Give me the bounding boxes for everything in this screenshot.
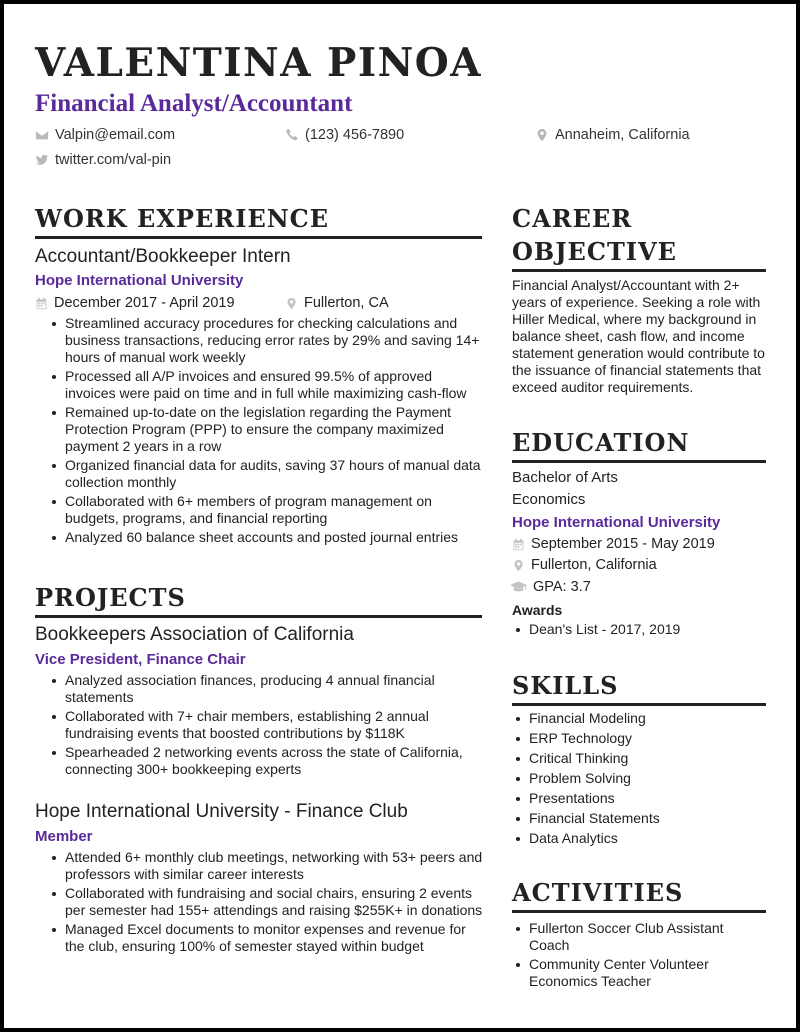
twitter-icon xyxy=(35,153,49,167)
project-role: Vice President, Finance Chair xyxy=(35,651,246,668)
list-item: Remained up-to-date on the legislation regarding the Payment Protection Program (PPP) to ensure the company maximized payment 2 years in a row xyxy=(48,404,484,455)
project-name: Hope International University - Finance Club xyxy=(35,801,408,822)
job-title: Accountant/Bookkeeper Intern xyxy=(35,246,291,267)
list-item: ERP Technology xyxy=(512,730,768,747)
project-bullets xyxy=(48,849,484,957)
section-divider xyxy=(512,460,766,463)
list-item: Dean's List - 2017, 2019 xyxy=(512,621,768,638)
map-pin-icon xyxy=(535,128,549,142)
envelope-icon xyxy=(35,128,49,142)
list-item: Critical Thinking xyxy=(512,750,768,767)
section-heading-objective-line2: OBJECTIVE xyxy=(512,237,677,266)
school-name: Hope International University xyxy=(512,514,721,531)
section-divider xyxy=(35,236,482,239)
phone-icon xyxy=(285,128,299,142)
section-heading-projects: PROJECTS xyxy=(35,583,186,612)
section-heading-work: WORK EXPERIENCE xyxy=(35,204,330,233)
section-heading-education: EDUCATION xyxy=(512,428,690,457)
section-heading-skills: SKILLS xyxy=(512,671,619,700)
education-location xyxy=(512,557,657,573)
list-item: Community Center Volunteer Economics Teacher xyxy=(512,956,752,990)
objective-text: Financial Analyst/Accountant with 2+ years of experience. Seeking a role with Hiller Medical, where my background in balance sheet, cash flow, and income statement generation would contribute to the issuance of financial statements that exceed auditor requirements. xyxy=(512,277,765,395)
education-location-text: Fullerton, California xyxy=(531,557,657,573)
contact-phone[interactable] xyxy=(285,127,404,143)
contact-email[interactable] xyxy=(35,127,175,143)
job-bullets xyxy=(48,315,484,548)
section-divider xyxy=(35,615,482,618)
awards-label: Awards xyxy=(512,602,563,618)
activities-list xyxy=(512,920,752,992)
list-item: Processed all A/P invoices and ensured 99.5% of approved invoices were paid on time and in full while maximizing cash-flow xyxy=(48,368,484,402)
candidate-title: Financial Analyst/Accountant xyxy=(35,90,353,117)
location-text: Annaheim, California xyxy=(555,127,690,143)
list-item: Problem Solving xyxy=(512,770,768,787)
list-item: Analyzed association finances, producing 4 annual financial statements xyxy=(48,672,484,706)
list-item: Attended 6+ monthly club meetings, networking with 53+ peers and professors with similar career interests xyxy=(48,849,484,883)
list-item: Managed Excel documents to monitor expenses and revenue for the club, ensuring 100% of semester stayed within budget xyxy=(48,921,484,955)
list-item: Data Analytics xyxy=(512,830,768,847)
phone-text: (123) 456-7890 xyxy=(305,127,405,143)
section-heading-activities: ACTIVITIES xyxy=(512,878,684,907)
list-item: Presentations xyxy=(512,790,768,807)
education-gpa xyxy=(510,579,591,595)
job-location xyxy=(285,295,389,311)
education-dates-text: September 2015 - May 2019 xyxy=(531,536,715,552)
degree: Bachelor of Arts xyxy=(512,469,618,486)
gpa-text: GPA: 3.7 xyxy=(533,579,591,595)
contact-twitter[interactable] xyxy=(35,152,171,168)
education-dates xyxy=(512,536,715,552)
field-of-study: Economics xyxy=(512,491,586,508)
calendar-icon xyxy=(35,297,48,310)
job-location-text: Fullerton, CA xyxy=(304,295,389,311)
section-divider xyxy=(512,910,766,913)
list-item: Analyzed 60 balance sheet accounts and posted journal entries xyxy=(48,529,484,546)
candidate-name: VALENTINA PINOA xyxy=(35,40,482,86)
map-pin-icon xyxy=(285,297,298,310)
list-item: Fullerton Soccer Club Assistant Coach xyxy=(512,920,752,954)
list-item: Collaborated with 7+ chair members, establishing 2 annual fundraising events that boosted contributions by $118K xyxy=(48,708,484,742)
list-item: Collaborated with 6+ members of program management on budgets, programs, and financial reporting xyxy=(48,493,484,527)
job-organization: Hope International University xyxy=(35,272,244,289)
graduation-cap-icon xyxy=(510,580,527,594)
contact-location xyxy=(535,127,690,143)
project-name: Bookkeepers Association of California xyxy=(35,624,354,645)
calendar-icon xyxy=(512,538,525,551)
list-item: Streamlined accuracy procedures for checking calculations and business transactions, reducing error rates by 29% and saving 14+ hours of manual work weekly xyxy=(48,315,484,366)
list-item: Collaborated with fundraising and social chairs, ensuring 2 events per semester had 155+ attendings and raising $255K+ in donations xyxy=(48,885,484,919)
job-dates xyxy=(35,295,235,311)
resume-page xyxy=(4,4,796,1028)
twitter-text: twitter.com/val-pin xyxy=(55,152,172,168)
list-item: Financial Modeling xyxy=(512,710,768,727)
skills-list xyxy=(512,710,768,850)
map-pin-icon xyxy=(512,559,525,572)
job-dates-text: December 2017 - April 2019 xyxy=(54,295,235,311)
section-divider xyxy=(512,703,766,706)
awards-list xyxy=(512,621,768,640)
project-role: Member xyxy=(35,828,93,845)
section-divider xyxy=(512,269,766,272)
list-item: Financial Statements xyxy=(512,810,768,827)
project-bullets xyxy=(48,672,484,780)
section-heading-objective-line1: CAREER xyxy=(512,204,633,233)
email-text: Valpin@email.com xyxy=(55,127,176,143)
list-item: Spearheaded 2 networking events across the state of California, connecting 300+ bookkeeping experts xyxy=(48,744,484,778)
list-item: Organized financial data for audits, saving 37 hours of manual data collection monthly xyxy=(48,457,484,491)
